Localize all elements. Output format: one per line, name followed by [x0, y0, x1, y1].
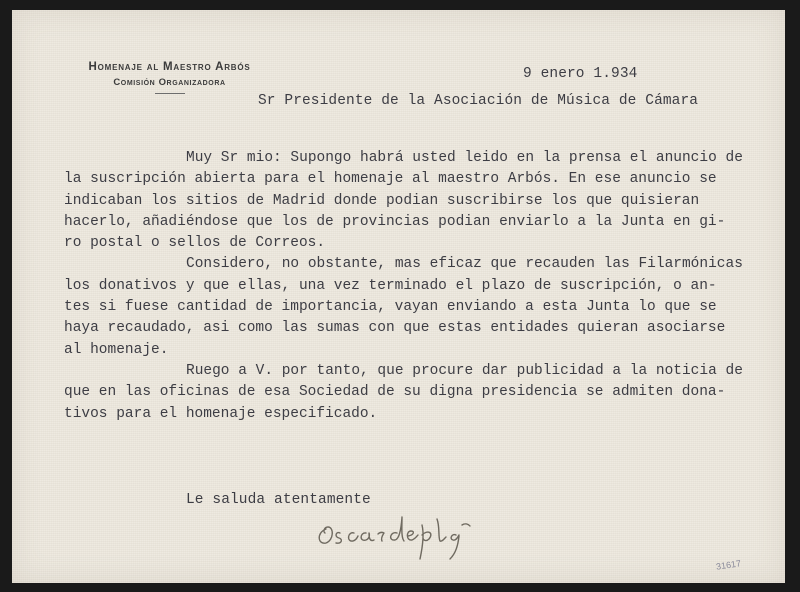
body-line: Muy Sr mio: Supongo habrá usted leido en la prensa el anuncio de	[186, 150, 743, 166]
body-line: tivos para el homenaje especificado.	[64, 405, 378, 422]
body-line: haya recaudado, asi como las sumas con que estas entidades quieran asociarse	[64, 320, 726, 337]
body-line: Ruego a V. por tanto, que procure dar publicidad a la noticia de	[186, 362, 743, 379]
body-line: ro postal o sellos de Correos.	[64, 235, 326, 252]
body-line: al homenaje.	[64, 341, 169, 358]
archive-mark: 31617	[715, 558, 742, 572]
body-line: hacerlo, añadiéndose que los de provincias podian enviarlo a la Junta en gi-	[64, 213, 726, 230]
body-line: Considero, no obstante, mas eficaz que recauden las Filarmónicas	[186, 256, 743, 273]
handwritten-signature	[312, 505, 497, 565]
letterhead-subtitle: Comisión Organizadora	[113, 77, 226, 88]
letterhead-divider	[155, 93, 185, 94]
body-line: indicaban los sitios de Madrid donde podian suscribirse los que quisieran	[64, 192, 700, 209]
body-line: que en las oficinas de esa Sociedad de su digna presidencia se admiten dona-	[64, 384, 726, 401]
body-line: los donativos y que ellas, una vez terminado el plazo de suscripción, o an-	[64, 277, 717, 294]
letter-body	[64, 148, 764, 425]
letter-closing: Le saluda atentamente	[186, 492, 371, 508]
letter-recipient: Sr Presidente de la Asociación de Música de Cámara	[258, 93, 699, 109]
letter-date: 9 enero 1.934	[523, 66, 638, 82]
body-line: la suscripción abierta para el homenaje al maestro Arbós. En ese anuncio se	[64, 171, 717, 188]
letterhead-title: Homenaje al Maestro Arbós	[88, 61, 251, 73]
body-line: tes si fuese cantidad de importancia, vayan enviando a esta Junta lo que se	[64, 299, 717, 316]
letterhead	[62, 61, 277, 94]
